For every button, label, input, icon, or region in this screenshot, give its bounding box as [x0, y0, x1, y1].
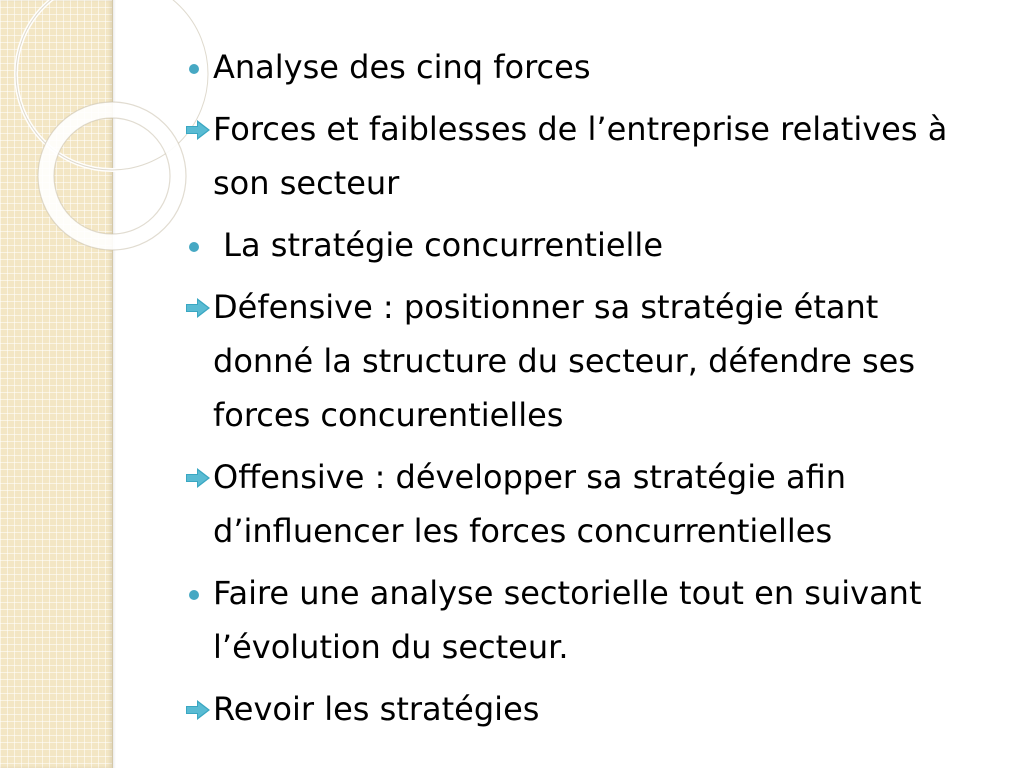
dot-bullet-icon [183, 566, 213, 620]
list-item-text: Forces et faiblesses de l’entreprise relatives à son secteur [213, 110, 948, 202]
arrow-right-icon [183, 102, 213, 156]
list-item-text: Revoir les stratégies [213, 690, 540, 728]
decorative-rings [0, 0, 180, 260]
list-item-text: Analyse des cinq forces [213, 48, 591, 86]
arrow-right-icon [183, 280, 213, 334]
list-item-text: Faire une analyse sectorielle tout en suivant l’évolution du secteur. [213, 574, 922, 666]
dot-bullet-icon [183, 218, 213, 272]
bullet-list [183, 40, 983, 744]
list-item [183, 40, 983, 94]
list-item [183, 450, 983, 558]
list-item [183, 566, 983, 674]
list-item-text: La stratégie concurrentielle [213, 226, 663, 264]
list-item [183, 218, 983, 272]
dot-bullet-icon [183, 40, 213, 94]
list-item [183, 682, 983, 736]
list-item-text: Offensive : développer sa stratégie afin d’influencer les forces concurrentielles [213, 458, 847, 550]
list-item [183, 280, 983, 442]
list-item [183, 102, 983, 210]
list-item-text: Défensive : positionner sa stratégie étant donné la structure du secteur, défendre ses forces concurentielles [213, 288, 915, 434]
arrow-right-icon [183, 450, 213, 504]
arrow-right-icon [183, 682, 213, 736]
